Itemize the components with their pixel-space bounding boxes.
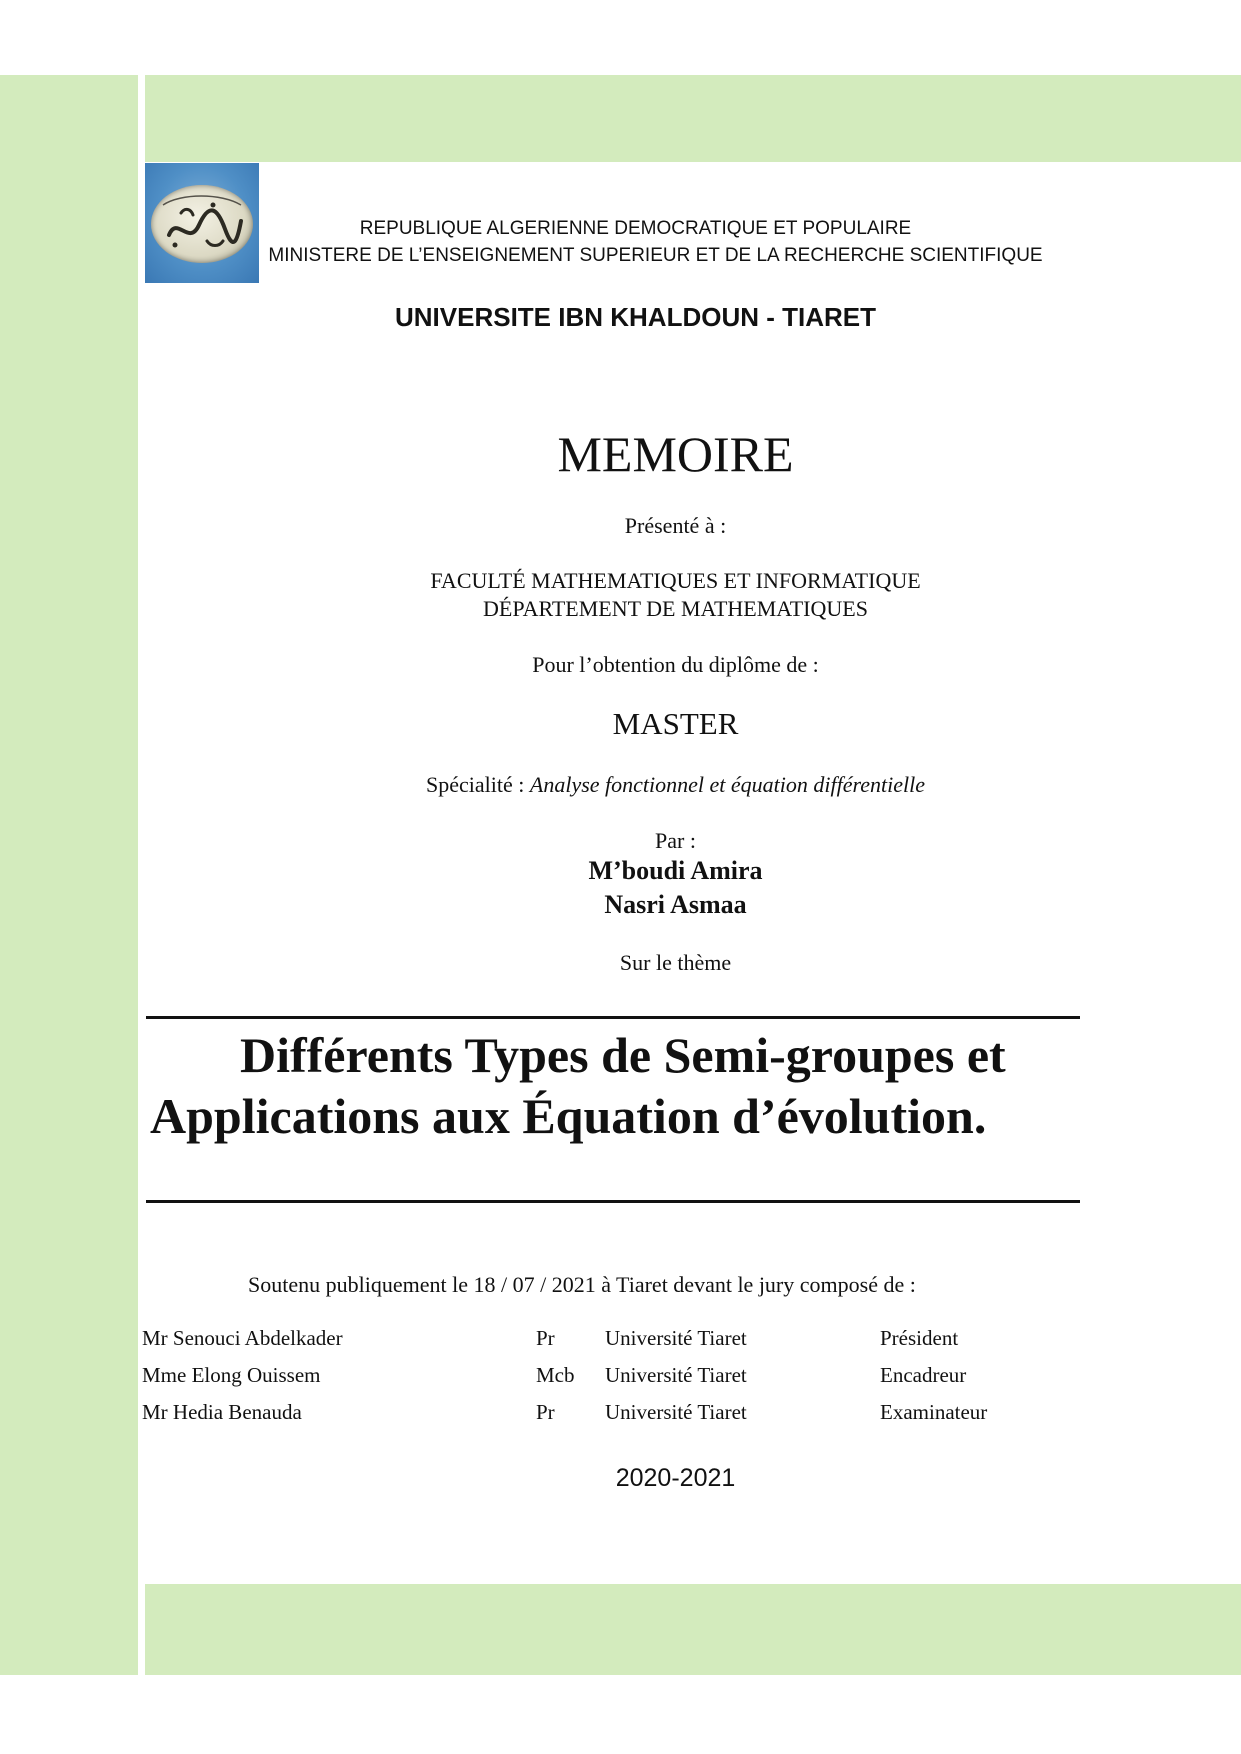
document-type: MEMOIRE	[557, 426, 794, 482]
university-name: UNIVERSITE IBN KHALDOUN - TIARET	[395, 302, 876, 332]
jury-role: Président	[880, 1326, 959, 1350]
jury-name: Mr Hedia Benauda	[142, 1400, 302, 1424]
defense-statement: Soutenu publiquement le 18 / 07 / 2021 à Tiaret devant le jury composé de :	[248, 1272, 916, 1297]
presented-to: Présenté à :	[624, 513, 727, 538]
jury-grade: Pr	[536, 1326, 555, 1350]
title-rule-top	[146, 1016, 1080, 1019]
jury-role: Encadreur	[880, 1363, 967, 1387]
speciality-value: Analyse fonctionnel et équation différentielle	[529, 772, 925, 797]
bottom-green-band	[145, 1584, 1241, 1675]
top-green-band	[145, 75, 1241, 162]
jury-role: Examinateur	[880, 1400, 988, 1424]
jury-institution: Université Tiaret	[605, 1363, 747, 1387]
jury-row	[0, 1326, 1241, 1356]
by-label: Par :	[655, 828, 696, 853]
jury-row	[0, 1363, 1241, 1393]
jury-institution: Université Tiaret	[605, 1326, 747, 1350]
republic-line: REPUBLIQUE ALGERIENNE DEMOCRATIQUE ET POPULAIRE	[359, 218, 912, 239]
author-1: M’boudi Amira	[588, 856, 763, 885]
jury-institution: Université Tiaret	[605, 1400, 747, 1424]
speciality-label: Spécialité :	[426, 772, 525, 797]
speciality-line	[0, 772, 1241, 798]
academic-year: 2020-2021	[615, 1464, 736, 1492]
for-degree: Pour l’obtention du diplôme de :	[532, 652, 819, 677]
degree-name: MASTER	[612, 706, 739, 741]
jury-name: Mr Senouci Abdelkader	[142, 1326, 343, 1350]
jury-row	[0, 1400, 1241, 1430]
faculty-name: FACULTÉ MATHEMATIQUES ET INFORMATIQUE	[430, 568, 921, 593]
thesis-title-line-1: Différents Types de Semi-groupes et	[240, 1027, 1006, 1083]
jury-grade: Pr	[536, 1400, 555, 1424]
title-rule-bottom	[146, 1200, 1080, 1203]
theme-label: Sur le thème	[619, 950, 732, 975]
jury-grade: Mcb	[536, 1363, 575, 1387]
jury-name: Mme Elong Ouissem	[142, 1363, 321, 1387]
thesis-title-line-2: Applications aux Équation d’évolution.	[150, 1088, 987, 1144]
author-2: Nasri Asmaa	[604, 890, 747, 919]
ministry-line: MINISTERE DE L’ENSEIGNEMENT SUPERIEUR ET DE LA RECHERCHE SCIENTIFIQUE	[268, 245, 1043, 266]
department-name: DÉPARTEMENT DE MATHEMATIQUES	[483, 596, 868, 621]
